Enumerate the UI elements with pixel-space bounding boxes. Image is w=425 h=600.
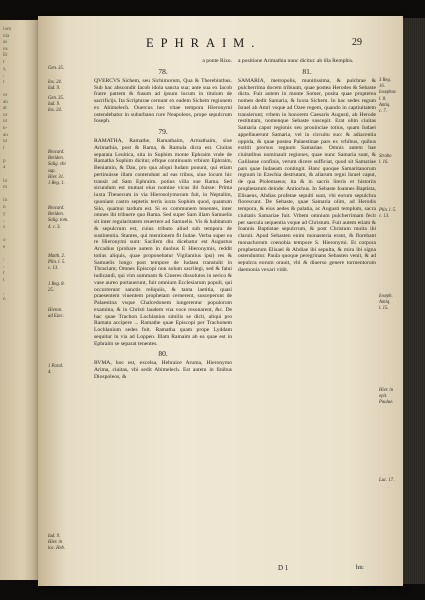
entry-number: 79. bbox=[158, 127, 168, 136]
catchword: hic bbox=[356, 564, 364, 571]
margin-note: Ios. 24. Iud. 9. bbox=[48, 80, 62, 92]
margin-note: Iud. 9. Hier. in loc. Heb. bbox=[48, 534, 66, 552]
page-block-edge bbox=[403, 18, 425, 584]
margin-note: 1 Reg. 8. 25. bbox=[48, 282, 65, 294]
margin-note: Strabo l. 16. bbox=[379, 154, 392, 166]
margin-note: Hier. in epit. Paulae. bbox=[379, 388, 394, 406]
column-top-line: a positione Arimathia nunc dicitur. ab illa Remphis. bbox=[238, 58, 354, 64]
margin-note: Brocard. Breiden. Salig. vbi sup. Hier. 31. 1 Reg. 1. bbox=[48, 150, 66, 187]
right-page bbox=[38, 16, 403, 586]
column-top-line: a ponte Rizo. bbox=[202, 58, 232, 64]
entry-text: RAMATHA, Ramathe, Ramathaim, Armathaim, siue Arimathia, post & Rama, & Ramula dicta est. Ciuitas separata Leuitica, sita in Sophim monte Ephraim vnde de Ramatha Sophim dicitur, eftque continuum vrbium Ephraim, Beniamin, & Dan, pro qua aliqui Iudam ponunt, qui etiam pertinuisse illam contendunt ad eas tribus, siue locum hic transit ad Sam Ephraim. potius villa sue Rama. Sed sicundum est mutuat eius nomine vicus ibi fuisse: Prima iuxta Theuecum in via Hierosolymorum fuit, in Neptalim, quoniam castro septetis terris iuxta Sophim quod, quantum Silo, quamui tardum est. Si ex communem tenentes, inter omnes ibi tribuere quo Rama. Sed super Sam illam Samuelis sit inter regularitatem reuertere ad Samuelis. Vis & habitatum & sepulcrum est, cuius tributo aliud sub tempora de sustinentia. Stantes, qui mentionem fit Iudae. Verba super ea re Hieronymi sunt: Sacilem diu dicebatur est Augustus Arcadius (probare autem in duobus E Hieronymis, reddit totius aliquis, quae proponebatur Vigilantius ipsi) res & Samuelis longo post tempore de Iudaea transtulit in Thraciam; Omnes Episcopi non solum sacrilegi, sed & fatui iudicandi, qui vim summam & Cineres dissolutos in serico & vase aureo portauerunt, fuit omnium Ecclesiarum populi, qui occurrerunt sanctis reliquiis, & tanta laetitia, quasi praesentem viuentem prophetam cernerent, susceperunt de Palaestina vsque Chalcedonem iungerentur populorum examina, & in Christi laudem vna voce resonarent, &c. De hac quae Trachon Lochlanius similis se dicit, aliqui pro Ramata accipere ... Ramathe quae Episcopi per Trachonem Lochlanium sedes fuit. Ramatha quam prope Lyddam sequitur in via ad Loppen. Illam Ramaim ab ea quae est in Ephraim se separat tenentes. bbox=[94, 138, 232, 347]
margin-note: Brocard. Breiden. Salig. tom. 4. c. 3. bbox=[48, 206, 69, 230]
margin-note: 1 Paral. 4. bbox=[48, 364, 64, 376]
signature-mark: D 1 bbox=[278, 564, 289, 572]
running-title: EPHRAIM. bbox=[146, 36, 262, 50]
entry-number: 81. bbox=[302, 66, 312, 76]
margin-note: Luc. 17. bbox=[379, 478, 395, 483]
left-page-gutter-text: ium nia as us Et t s, , r or an at ur or n- au ut r p a in m in n y , s o e : , r t , n bbox=[3, 26, 12, 303]
entry-text: RVMA, hoc est, excelsa, Hebraice Aruma, Hieronymo Arima, ciuitas, vbi sedit Abimelech. Est autem in finibus Diospoleos, & bbox=[94, 360, 232, 380]
margin-note: Hieron. ad Ezec. bbox=[48, 308, 64, 320]
page-number: 29 bbox=[352, 37, 362, 48]
margin-note: Ioseph. Antiq. l. 15. bbox=[379, 294, 393, 312]
margin-note: Plin. l. 5. c. 13. bbox=[379, 208, 397, 220]
margin-note: Matth. 2. Plin. l. 5. c. 13. bbox=[48, 254, 66, 272]
entry-text: QVERCVS Sichem, seu Sichimorum, Qua & Therebinthus. Sub hac abscondit Iacob idola sancta sua; ante sua ex Iacob fratre patrem & fusum ad ipsum locum in titulum de sacrificijs. Ita Scripturae cernunt ex eadem Sichem regionem ex Abimelech. Ouercus hec vitae tempora Hieronymi ostendebatur in suburbano rure Neapoleos, prope sepulcrum Ioseph. bbox=[94, 77, 232, 125]
margin-note: 3 Reg. 16. Iosephus l. 8. Antiq. c. 7. bbox=[379, 78, 396, 115]
entry-text: SAMARIA, metropolis, munitissima, & pulchrae & pulcherrima docem tribuum, quae postea Herodes & Sebaste dicta. Fuit autem in monte Somer, posita quae propterea nomen dedit Samaria, & Iuxta Sichem. In hac sedes regum Israel ab Amri vsque ad Ozee regem, quando in captiuitatem transierunt; vrbem in honorem Caesaris Augusti, ab Herode restitutam, nomenque Sebaste suscepit. Erat olim ciuitas Samaria caput regionis seu prouinciae totius, quam Iudaei appellauerunt Samaria, vel in circuitu suo: & adiacentia oppida, & quae postea Palaestinae pars ex vrbibus, quibus extitit prorsus regnum Samariae. Omnis autem hae ciuitatibus nominauit regiones, quae nunc Samaria sunt, & Galilaeae confinis, verum dicere sufficiat, quod sit Samariae pars quae Iudaeam contingit. Hanc quoque Samaritanorum regnum in Ezechia destrutam, & aliarum regni Israel caput, de qua Ptolemaeus; ita & in sacris literis et historiis prophetarum deinde: Antiochus. In Sebaste Ioannes Baptista, Elisaeus, Abdias profetae sepulti sunt, vbi eorum sepulchra florescunt. De Sebaste, quae Samaria olim, ad Herodis tempora, & eius aedes & palatia, ac Augusti templum, sacra ciuitatis Samariae fuit. Vrbem omnium pulcherrimam fecit per saecula sequentia vsque ad Christum. Fuit autem etiam & Ioannis Baptistae sepulcrum, & post Christum multa ibi claruit. Apud Sebasten enim monasteria erant, & florebant monachorum coenobia tempore S. Hieronymi. Et corpora prophetarum Elisaei & Abdiae ibi sepulta, & mira ibi signa ostenduntur. Paula quoque peregrinans Sebasten venit, & ad sepulcra eorum orauit, vbi & diuerso genere tormentorum daemonia vexari vidit. bbox=[238, 77, 376, 273]
entry-number: 80. bbox=[158, 349, 168, 359]
margin-note: Gen. 35. bbox=[48, 66, 65, 71]
margin-note: Gen. 35. Iud. 9. Ios. 24. bbox=[48, 96, 65, 114]
running-header bbox=[38, 36, 403, 52]
left-text-column bbox=[94, 58, 232, 381]
entry-number: 78. bbox=[158, 66, 168, 76]
right-text-column bbox=[238, 58, 376, 274]
left-page-edge bbox=[0, 20, 38, 580]
